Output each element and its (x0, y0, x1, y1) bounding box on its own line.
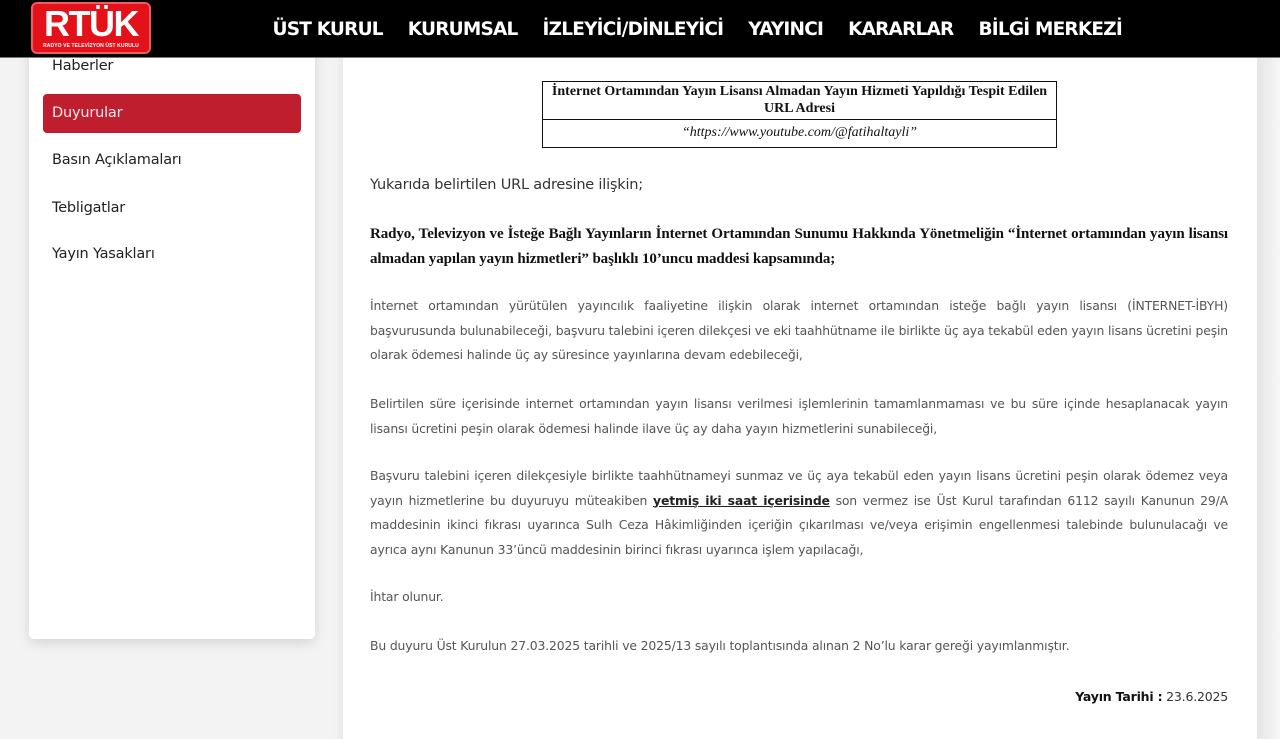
paragraph-3-after: son vermez ise Üst Kurul tarafından 6112 sayılı Kanunun 29/A maddesinin ikinci fıkrası uyarınca Sulh Ceza Hâkimliğinden içeriğin çıkarılması ve/veya erişimin engellenmesi talebinde bulunulacağı ve ayrıca aynı Kanunun 33’üncü maddesinin birinci fıkrası uyarınca işlem yapılacağı, (370, 492, 1228, 557)
deadline-emphasis: yetmiş iki saat içerisinde (653, 492, 830, 508)
publish-date-label: Yayın Tarihi : (1075, 689, 1163, 704)
url-table (542, 81, 1057, 148)
paragraph-1: İnternet ortamından yürütülen yayıncılık faaliyetine ilişkin olarak internet ortamından isteğe bağlı yayın lisansı (İNTERNET-İBYH) başvurusunda bulunabileceği, başvuru talebini içeren dilekçesi ve eki taahhütname ile birlikte üç aya tekabül eden yayın lisans ücretini peşin olarak ödemesi halinde üç ay süresince yayınlarına devam edebileceği, (370, 298, 1228, 362)
nav-bilgi-merkezi[interactable]: BİLGİ MERKEZİ (978, 18, 1122, 40)
paragraph-3-before: Başvuru talebini içeren dilekçesiyle birlikte taahhütnameyi sunmaz ve üç aya tekabül eden yayın lisans ücretini peşin olarak ödemez veya yayın hizmetlerine bu duyuruyu müteakiben (370, 468, 1228, 508)
page-scrollbar[interactable] (1257, 58, 1280, 739)
sidebar (29, 40, 315, 639)
paragraph-2: Belirtilen süre içerisinde internet ortamından yayın lisansı verilmesi işlemlerinin tamamlanmaması ve bu süre içinde hesaplanacak yayın lisansı ücretini peşin olarak ödemesi halinde ilave üç ay daha yayın hizmetlerini sunabileceği, (370, 396, 1228, 436)
url-table-header: İnternet Ortamından Yayın Lisansı Almadan Yayın Hizmeti Yapıldığı Tespit Edilen URL Adresi (543, 82, 1057, 120)
rtuk-logo[interactable] (31, 2, 151, 54)
top-navigation-bar (0, 0, 1280, 58)
logo-wordmark: RTÜK (44, 3, 138, 44)
logo-subtitle: RADYO VE TELEVİZYON ÜST KURULU (43, 43, 139, 49)
sidebar-item-haberler[interactable]: Haberler (52, 58, 114, 74)
announcement-content (343, 40, 1257, 739)
decision-text: Bu duyuru Üst Kurulun 27.03.2025 tarihli ve 2025/13 sayılı toplantısında alınan 2 No’lu karar gereği yayımlanmıştır. (370, 638, 1070, 653)
nav-ust-kurul[interactable]: ÜST KURUL (272, 18, 383, 40)
nav-izleyici-dinleyici[interactable]: İZLEYİCİ/DİNLEYİCİ (542, 18, 724, 40)
publish-date (1075, 689, 1228, 704)
sidebar-item-tebligatlar[interactable]: Tebligatlar (52, 200, 126, 216)
main-nav (260, 0, 1134, 58)
nav-kurumsal[interactable]: KURUMSAL (407, 18, 518, 40)
regulation-text: Radyo, Televizyon ve İsteğe Bağlı Yayınların İnternet Ortamından Sunumu Hakkında Yönetmeliğin “İnternet ortamından yayın lisansı almadan yapılan yayın hizmetleri” başlıklı 10’uncu maddesi kapsamında; (370, 226, 1228, 267)
intro-text: Yukarıda belirtilen URL adresine ilişkin; (370, 177, 643, 193)
publish-date-value: 23.6.2025 (1162, 689, 1228, 704)
nav-yayinci[interactable]: YAYINCI (748, 18, 824, 40)
url-table-value: “https://www.youtube.com/@fatihaltayli” (543, 120, 1057, 148)
sidebar-item-duyurular[interactable]: Duyurular (43, 94, 301, 133)
warning-text: İhtar olunur. (370, 589, 444, 604)
sidebar-item-yayin-yasaklari[interactable]: Yayın Yasakları (52, 246, 155, 262)
sidebar-item-basin-aciklamalari[interactable]: Basın Açıklamaları (52, 152, 182, 168)
paragraph-3 (370, 464, 1228, 562)
nav-kararlar[interactable]: KARARLAR (848, 18, 954, 40)
